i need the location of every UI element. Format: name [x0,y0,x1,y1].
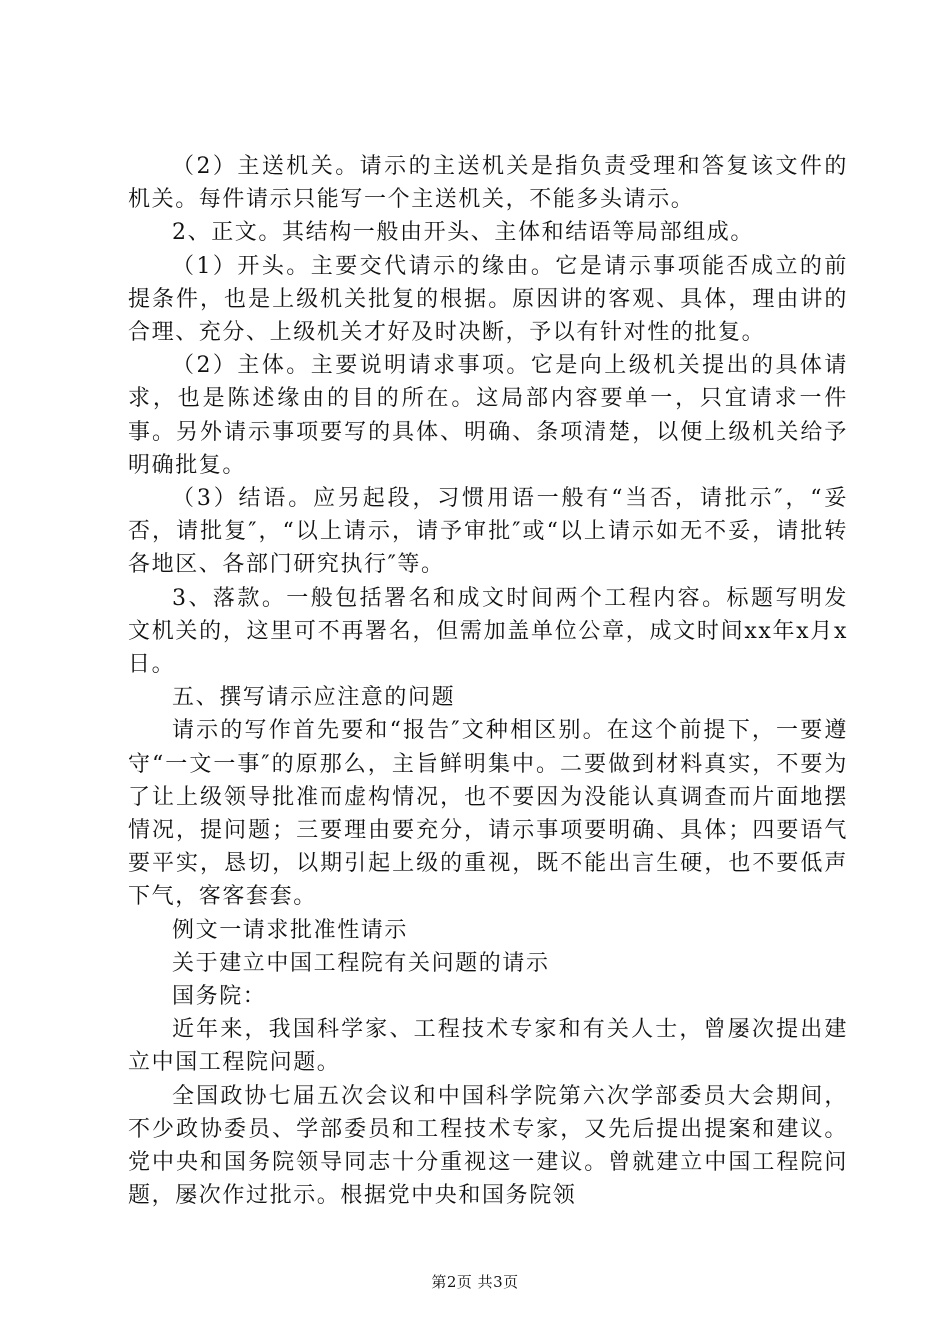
example-document-title: 关于建立中国工程院有关问题的请示 [172,950,550,976]
paragraph-opening: （1）开头。主要交代请示的缘由。它是请示事项能否成立的前提条件，也是上级机关批复的根据。原因讲的客观、具体，理由讲的合理、充分、上级机关才好及时决断，予以有针对性的批复。 [128,253,848,346]
document-body [128,150,848,1213]
paragraph-main-body: （2）主体。主要说明请求事项。它是向上级机关提出的具体请求，也是陈述缘由的目的所在。这局部内容要单一，只宜请求一件事。另外请示事项要写的具体、明确、条项清楚，以便上级机关给予明确批复。 [128,353,848,478]
paragraph-signature: 3、落款。一般包括署名和成文时间两个工程内容。标题写明发文机关的，这里可不再署名，但需加盖单位公章，成文时间xx年x月x日。 [128,585,848,678]
example-recipient: 国务院： [172,984,267,1010]
paragraph-conclusion: （3）结语。应另起段，习惯用语一般有“当否，请批示″，“妥否，请批复″，“以上请示，请予审批″或“以上请示如无不妥，请批转各地区、各部门研究执行″等。 [128,486,848,578]
example-title: 例文一请求批准性请示 [172,917,409,943]
paragraph-main-recipient: （2）主送机关。请示的主送机关是指负责受理和答复该文件的机关。每件请示只能写一个主送机关，不能多头请示。 [128,154,848,213]
example-paragraph-1: 近年来，我国科学家、工程技术专家和有关人士，曾屡次提出建立中国工程院问题。 [128,1017,848,1076]
section-heading-five: 五、撰写请示应注意的问题 [172,685,456,711]
page-footer: 第2页 共3页 [431,1273,519,1291]
paragraph-body-heading: 2、正文。其结构一般由开头、主体和结语等局部组成。 [172,220,754,246]
example-paragraph-2: 全国政协七届五次会议和中国科学院第六次学部委员大会期间，不少政协委员、学部委员和工程技术专家，又先后提出提案和建议。党中央和国务院领导同志十分重视这一建议。曾就建立中国工程院问题，屡次作过批示。根据党中央和国务院领 [128,1083,848,1209]
paragraph-writing-notes: 请示的写作首先要和“报告″文种相区别。在这个前提下，一要遵守“一文一事″的原那么，主旨鲜明集中。二要做到材料真实，不要为了让上级领导批准而虚构情况，也不要因为没能认真调查而片面地摆情况，提问题；三要理由要充分，请示事项要明确、具体；四要语气要平实，恳切，以期引起上级的重视，既不能出言生硬，也不要低声下气，客客套套。 [128,718,848,910]
